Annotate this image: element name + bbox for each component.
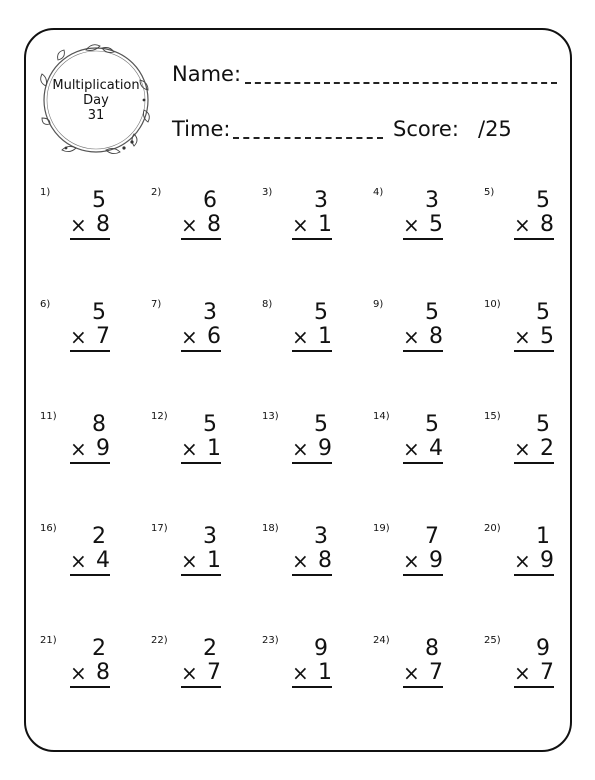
problem-item bbox=[149, 185, 249, 255]
multiplier-row bbox=[70, 661, 110, 688]
problem-number: 13) bbox=[262, 411, 279, 422]
problem-item bbox=[38, 185, 138, 255]
multiplicand: 1 bbox=[536, 524, 550, 549]
problem-item bbox=[482, 521, 582, 591]
problem-item bbox=[38, 409, 138, 479]
multiplier: 7 bbox=[207, 660, 221, 685]
problem-number: 24) bbox=[373, 635, 390, 646]
multiplicand: 3 bbox=[203, 300, 217, 325]
problem-number: 7) bbox=[151, 299, 162, 310]
multiplier: 1 bbox=[207, 548, 221, 573]
multiplicand: 9 bbox=[314, 636, 328, 661]
problem-number: 9) bbox=[373, 299, 384, 310]
multiplier: 1 bbox=[318, 212, 332, 237]
problem-number: 21) bbox=[40, 635, 57, 646]
times-icon: × bbox=[70, 213, 87, 237]
times-icon: × bbox=[292, 437, 309, 461]
problem-item bbox=[38, 633, 138, 703]
multiplier: 8 bbox=[96, 660, 110, 685]
multiplier-row bbox=[70, 325, 110, 352]
multiplier-row bbox=[181, 661, 221, 688]
problem-item bbox=[260, 633, 360, 703]
multiplicand: 8 bbox=[425, 636, 439, 661]
problem-number: 16) bbox=[40, 523, 57, 534]
problem-item bbox=[371, 521, 471, 591]
times-icon: × bbox=[181, 213, 198, 237]
multiplier: 8 bbox=[96, 212, 110, 237]
multiplier: 8 bbox=[429, 324, 443, 349]
multiplicand: 3 bbox=[314, 524, 328, 549]
multiplier-row bbox=[514, 325, 554, 352]
multiplier-row bbox=[514, 437, 554, 464]
problem-number: 3) bbox=[262, 187, 273, 198]
multiplicand: 3 bbox=[203, 524, 217, 549]
problem-number: 14) bbox=[373, 411, 390, 422]
multiplier: 6 bbox=[207, 324, 221, 349]
problem-item bbox=[149, 633, 249, 703]
multiplier: 9 bbox=[318, 436, 332, 461]
multiplier: 8 bbox=[540, 212, 554, 237]
problem-grid bbox=[38, 185, 568, 745]
times-icon: × bbox=[514, 213, 531, 237]
multiplier-row bbox=[181, 437, 221, 464]
problem-item bbox=[482, 185, 582, 255]
problem-number: 25) bbox=[484, 635, 501, 646]
times-icon: × bbox=[403, 437, 420, 461]
times-icon: × bbox=[181, 661, 198, 685]
times-icon: × bbox=[514, 661, 531, 685]
badge-day-label: Day bbox=[83, 93, 109, 108]
problem-number: 10) bbox=[484, 299, 501, 310]
times-icon: × bbox=[514, 437, 531, 461]
day-badge bbox=[36, 40, 156, 160]
times-icon: × bbox=[292, 325, 309, 349]
problem-item bbox=[260, 297, 360, 367]
problem-item bbox=[371, 185, 471, 255]
multiplier: 5 bbox=[429, 212, 443, 237]
problem-number: 18) bbox=[262, 523, 279, 534]
multiplier-row bbox=[403, 437, 443, 464]
time-label: Time: bbox=[172, 117, 231, 141]
badge-title: Multiplication bbox=[52, 78, 140, 93]
multiplicand: 5 bbox=[92, 300, 106, 325]
badge-day-number: 31 bbox=[87, 108, 105, 123]
multiplicand: 6 bbox=[203, 188, 217, 213]
problem-item bbox=[260, 409, 360, 479]
problem-number: 19) bbox=[373, 523, 390, 534]
multiplier: 8 bbox=[318, 548, 332, 573]
problem-number: 17) bbox=[151, 523, 168, 534]
problem-number: 1) bbox=[40, 187, 51, 198]
multiplicand: 5 bbox=[536, 412, 550, 437]
multiplier: 1 bbox=[207, 436, 221, 461]
multiplier: 7 bbox=[540, 660, 554, 685]
problem-item bbox=[38, 521, 138, 591]
times-icon: × bbox=[70, 661, 87, 685]
multiplier-row bbox=[514, 661, 554, 688]
multiplier: 4 bbox=[429, 436, 443, 461]
times-icon: × bbox=[403, 549, 420, 573]
multiplier: 2 bbox=[540, 436, 554, 461]
multiplicand: 3 bbox=[425, 188, 439, 213]
problem-item bbox=[482, 633, 582, 703]
multiplicand: 2 bbox=[92, 636, 106, 661]
problem-number: 5) bbox=[484, 187, 495, 198]
multiplier-row bbox=[403, 325, 443, 352]
times-icon: × bbox=[514, 325, 531, 349]
times-icon: × bbox=[181, 325, 198, 349]
multiplier-row bbox=[292, 661, 332, 688]
name-field[interactable] bbox=[245, 82, 557, 84]
multiplicand: 5 bbox=[425, 412, 439, 437]
multiplicand: 3 bbox=[314, 188, 328, 213]
times-icon: × bbox=[403, 661, 420, 685]
multiplier-row bbox=[70, 213, 110, 240]
multiplier-row bbox=[403, 661, 443, 688]
times-icon: × bbox=[292, 661, 309, 685]
problem-item bbox=[149, 521, 249, 591]
multiplier: 1 bbox=[318, 324, 332, 349]
problem-number: 4) bbox=[373, 187, 384, 198]
times-icon: × bbox=[292, 213, 309, 237]
multiplier: 9 bbox=[96, 436, 110, 461]
times-icon: × bbox=[181, 549, 198, 573]
multiplicand: 5 bbox=[536, 300, 550, 325]
multiplier-row bbox=[514, 213, 554, 240]
multiplier-row bbox=[70, 549, 110, 576]
multiplier: 1 bbox=[318, 660, 332, 685]
problem-item bbox=[149, 297, 249, 367]
problem-number: 20) bbox=[484, 523, 501, 534]
problem-item bbox=[371, 297, 471, 367]
times-icon: × bbox=[403, 213, 420, 237]
problem-number: 6) bbox=[40, 299, 51, 310]
multiplicand: 5 bbox=[92, 188, 106, 213]
multiplicand: 5 bbox=[314, 300, 328, 325]
multiplicand: 5 bbox=[425, 300, 439, 325]
problem-number: 2) bbox=[151, 187, 162, 198]
multiplier: 8 bbox=[207, 212, 221, 237]
problem-number: 8) bbox=[262, 299, 273, 310]
problem-item bbox=[149, 409, 249, 479]
name-label: Name: bbox=[172, 62, 242, 86]
multiplier-row bbox=[181, 549, 221, 576]
multiplicand: 5 bbox=[203, 412, 217, 437]
multiplicand: 9 bbox=[536, 636, 550, 661]
multiplier-row bbox=[70, 437, 110, 464]
problem-item bbox=[38, 297, 138, 367]
multiplicand: 7 bbox=[425, 524, 439, 549]
times-icon: × bbox=[70, 549, 87, 573]
multiplier-row bbox=[292, 213, 332, 240]
problem-item bbox=[260, 521, 360, 591]
multiplier-row bbox=[181, 213, 221, 240]
problem-number: 22) bbox=[151, 635, 168, 646]
times-icon: × bbox=[70, 437, 87, 461]
multiplier-row bbox=[403, 213, 443, 240]
problem-item bbox=[482, 409, 582, 479]
multiplier: 7 bbox=[429, 660, 443, 685]
problem-number: 12) bbox=[151, 411, 168, 422]
multiplier: 7 bbox=[96, 324, 110, 349]
times-icon: × bbox=[181, 437, 198, 461]
multiplier-row bbox=[292, 549, 332, 576]
multiplier: 5 bbox=[540, 324, 554, 349]
multiplier: 9 bbox=[429, 548, 443, 573]
problem-item bbox=[371, 409, 471, 479]
times-icon: × bbox=[70, 325, 87, 349]
score-label: Score: bbox=[393, 117, 459, 141]
problem-number: 15) bbox=[484, 411, 501, 422]
multiplicand: 2 bbox=[203, 636, 217, 661]
problem-number: 11) bbox=[40, 411, 57, 422]
multiplier-row bbox=[403, 549, 443, 576]
multiplicand: 5 bbox=[314, 412, 328, 437]
problem-number: 23) bbox=[262, 635, 279, 646]
multiplicand: 5 bbox=[536, 188, 550, 213]
times-icon: × bbox=[514, 549, 531, 573]
multiplier-row bbox=[292, 325, 332, 352]
multiplier: 4 bbox=[96, 548, 110, 573]
multiplicand: 8 bbox=[92, 412, 106, 437]
times-icon: × bbox=[403, 325, 420, 349]
problem-item bbox=[260, 185, 360, 255]
multiplicand: 2 bbox=[92, 524, 106, 549]
multiplier-row bbox=[292, 437, 332, 464]
multiplier: 9 bbox=[540, 548, 554, 573]
problem-item bbox=[371, 633, 471, 703]
times-icon: × bbox=[292, 549, 309, 573]
multiplier-row bbox=[514, 549, 554, 576]
score-total: /25 bbox=[478, 117, 512, 141]
time-field[interactable] bbox=[233, 137, 383, 139]
multiplier-row bbox=[181, 325, 221, 352]
problem-item bbox=[482, 297, 582, 367]
